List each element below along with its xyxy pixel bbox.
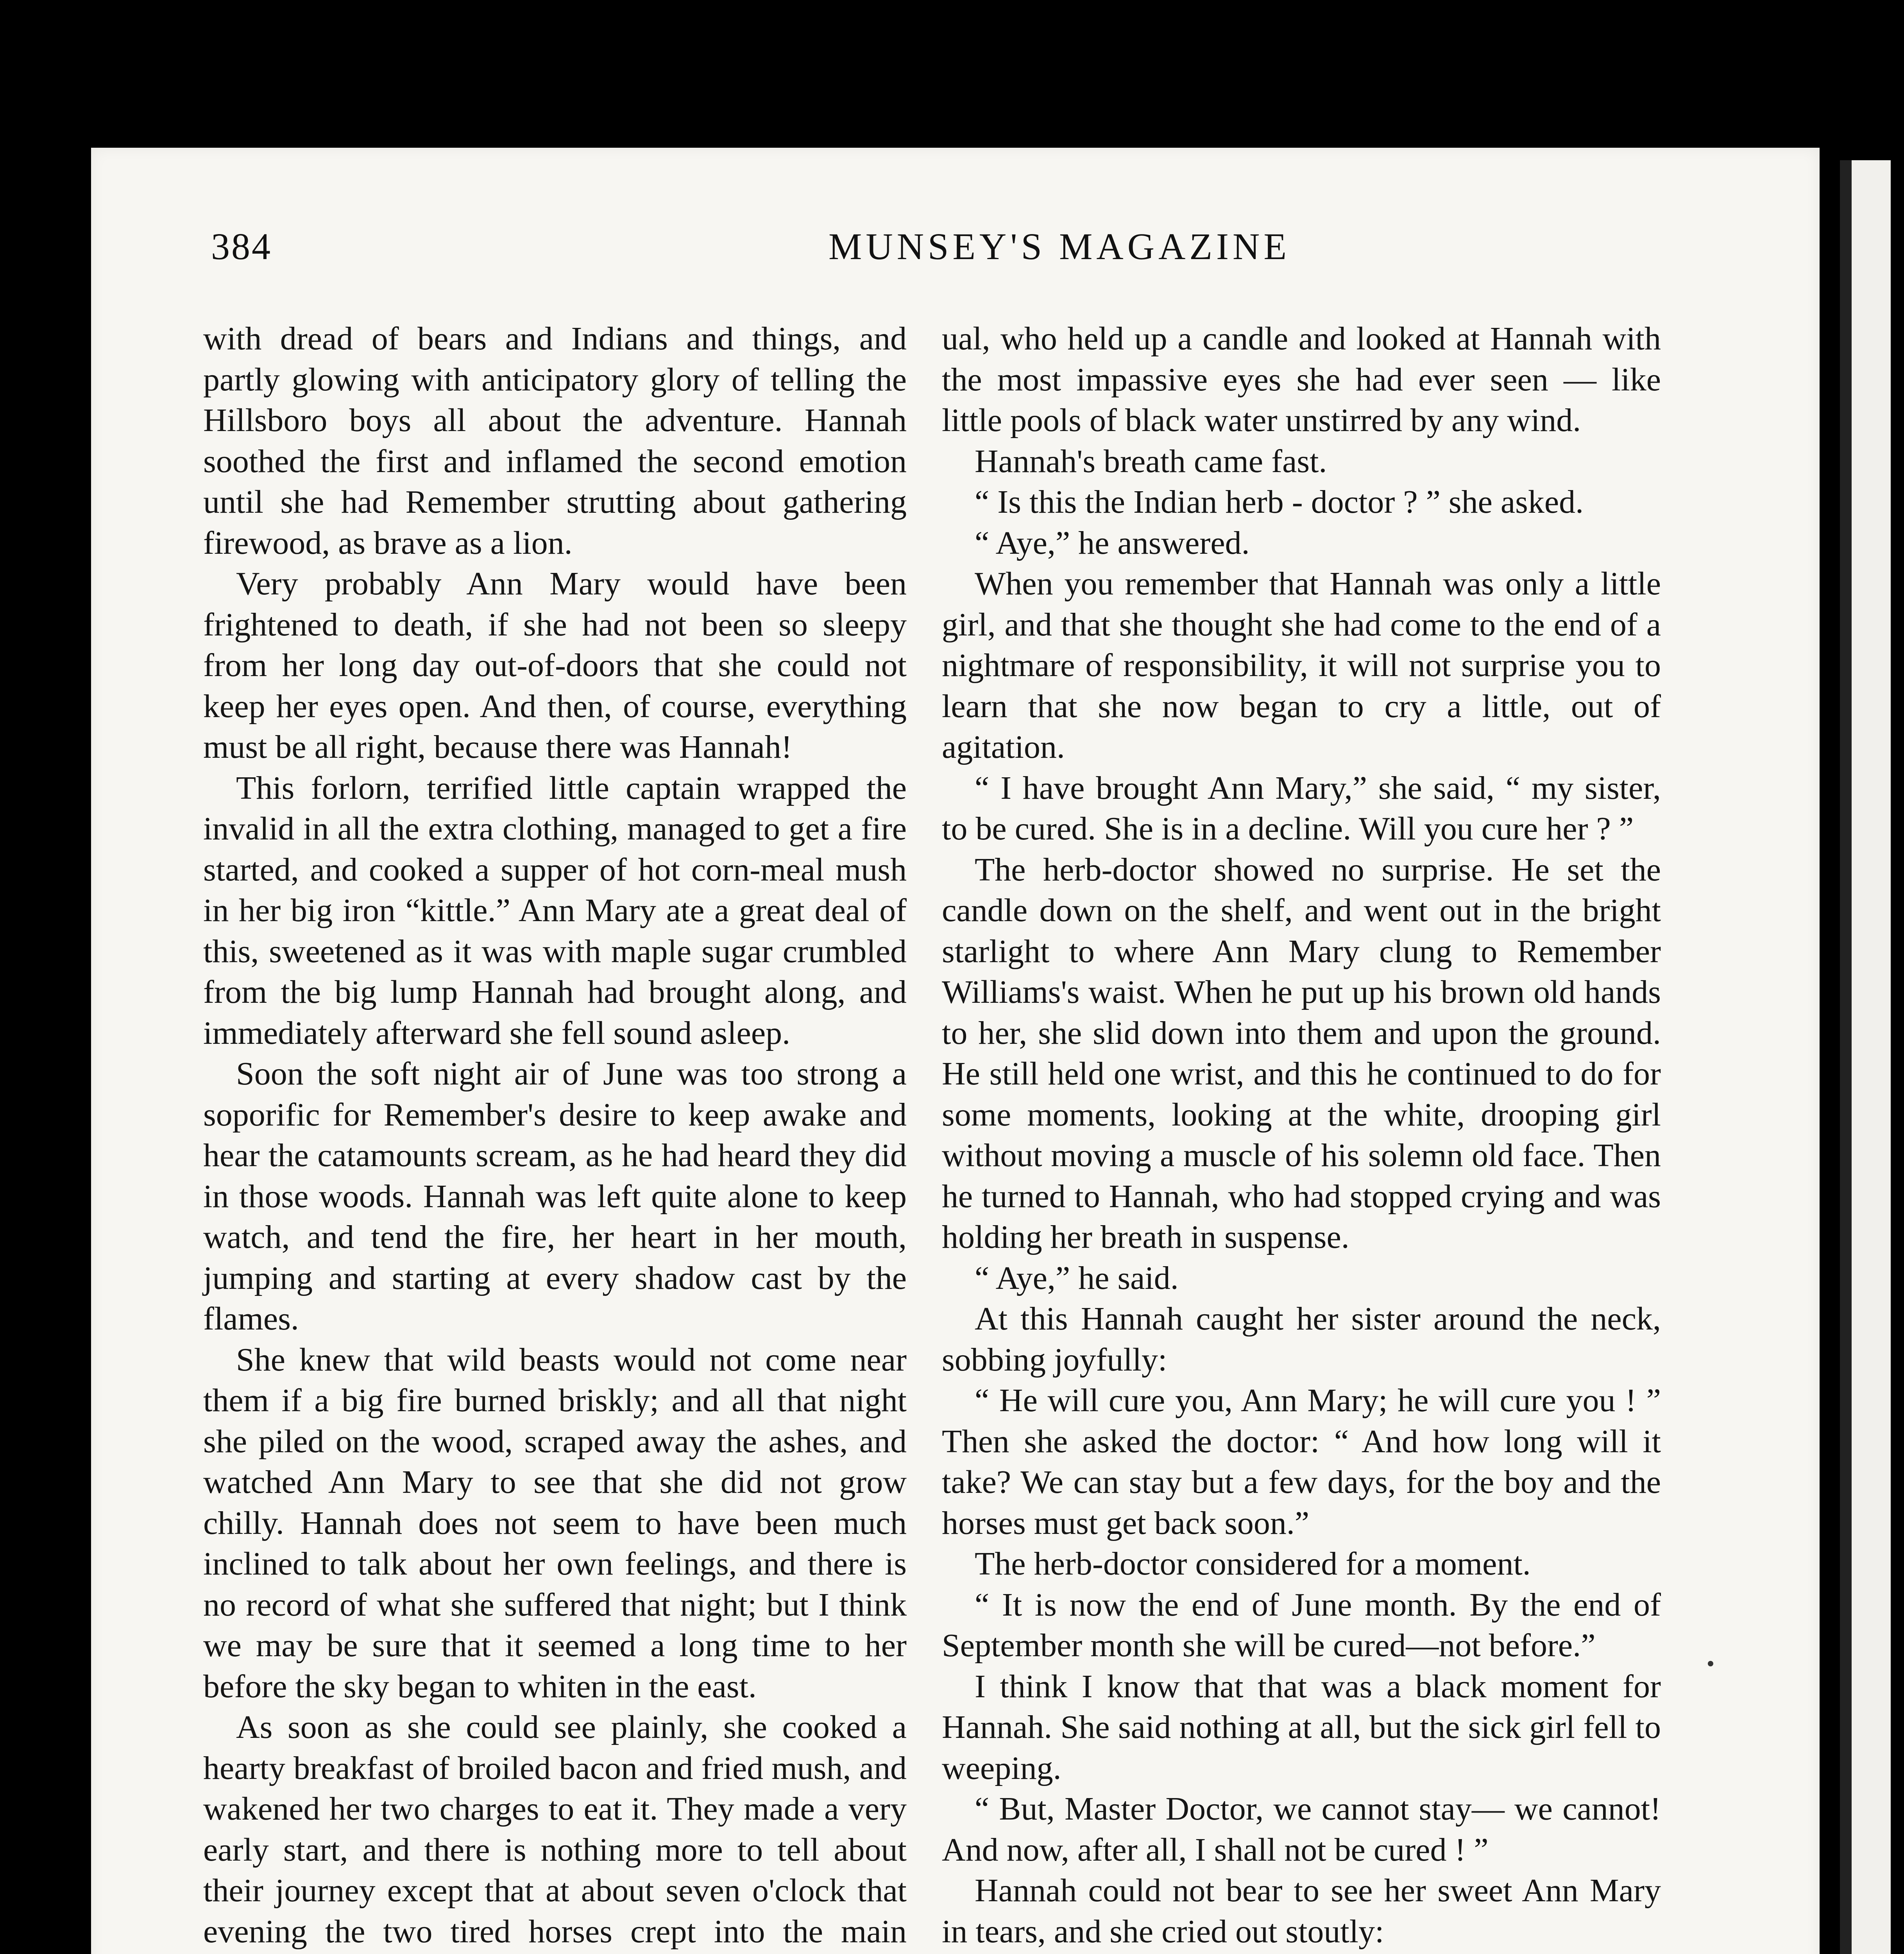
running-head: MUNSEY'S MAGAZINE: [829, 225, 1290, 267]
paragraph: Hannah's breath came fast.: [975, 443, 1327, 480]
paragraph: “ But, Master Doctor, we cannot stay— we cannot! And now, after all, I shall not be cured ! ”: [942, 1791, 1661, 1868]
page-header: [211, 225, 1673, 291]
paragraph: [942, 1952, 1661, 1954]
paragraph: “ Aye,” he answered.: [975, 524, 1250, 561]
paragraph: Very probably Ann Mary would have been frightened to death, if she had not been so sleepy from her long day out-of-doors that she could not keep her eyes open. And then, of course, everything must be all right, because there was Hannah!: [203, 565, 907, 765]
scan-speck: [1708, 1661, 1713, 1666]
paragraph: I think I know that that was a black moment for Hannah. She said nothing at all, but the sick girl fell to weeping.: [942, 1668, 1661, 1786]
paragraph: with dread of bears and Indians and things, and partly glowing with anticipatory glory of telling the Hillsboro boys all about the adventure. Hannah soothed the first and inflamed the second emotion until she had Remember strutting about gathering firewood, as brave as a lion.: [203, 320, 907, 561]
paragraph: “ He will cure you, Ann Mary; he will cure you ! ” Then she asked the doctor: “ And how long will it take? We can stay but a few days, for the boy and the horses must get back soon.”: [942, 1382, 1661, 1541]
paragraph: Soon the soft night air of June was too strong a soporific for Remember's desire to keep awake and hear the catamounts scream, as he had heard they did in those woods. Hannah was left quite alone to keep watch, and tend the fire, her heart in her mouth, jumping and starting at every shadow cast by the flames.: [203, 1056, 907, 1337]
paragraph: At this Hannah caught her sister around the neck, sobbing joyfully:: [942, 1301, 1661, 1378]
paragraph: “ Aye,” he said.: [975, 1260, 1179, 1296]
paragraph: The herb-doctor considered for a moment.: [975, 1546, 1531, 1582]
paragraph: “ Is this the Indian herb - doctor ? ” she asked.: [975, 484, 1584, 520]
paragraph: She knew that wild beasts would not come near them if a big fire burned briskly; and all that night she piled on the wood, scraped away the ashes, and watched Ann Mary to see that she did not grow chilly. Hannah does not seem to have been much inclined to talk about her own feelings, and there is no record of what she suffered that night; but I think we may be sure that it seemed a long time to her before the sky began to whiten in the east.: [203, 1341, 907, 1705]
next-page-edge: [1840, 160, 1891, 1954]
paragraph: The herb-doctor showed no surprise. He set the candle down on the shelf, and went out in the bright starlight to where Ann Mary clung to Remember Williams's waist. When he put up his brown old hands to her, she slid down into them and upon the ground. He still held one wrist, and this he continued to do for some moments, looking at the white, drooping girl without moving a muscle of his solemn old face. Then he turned to Hannah, who had stopped crying and was holding her breath in suspense.: [942, 851, 1661, 1255]
left-column: [203, 319, 907, 1954]
paragraph: Hannah could not bear to see her sweet Ann Mary in tears, and she cried out stoutly:: [942, 1872, 1661, 1950]
page-number: 384: [211, 225, 272, 267]
paragraph: This forlorn, terrified little captain wrapped the invalid in all the extra clothing, managed to get a fire started, and cooked a supper of hot corn-meal mush in her big iron “kittle.” Ann Mary ate a great deal of this, sweetened as it was with maple sugar crumbled from the big lump Hannah had brought along, and immediately afterward she fell sound asleep.: [203, 769, 907, 1051]
paragraph: When you remember that Hannah was only a little girl, and that she thought she had come to the end of a nightmare of responsibility, it will not surprise you to learn that she now began to cry a little, out of agitation.: [942, 565, 1661, 765]
paragraph: As soon as she could see plainly, she cooked a hearty breakfast of broiled bacon and fried mush, and wakened her two charges to eat it. They made a very early start, and there is nothing more to tell about their journey except that at about seven o'clock that evening the two tired horses crept into the main: [203, 1709, 907, 1950]
paragraph: “ It is now the end of June month. By the end of September month she will be cured—not before.”: [942, 1586, 1661, 1664]
paragraph: “ I have brought Ann Mary,” she said, “ my sister, to be cured. She is in a decline. Will you cure her ? ”: [942, 769, 1661, 847]
paragraph: ual, who held up a candle and looked at Hannah with the most impassive eyes she had ever seen — like little pools of black water unstirred by any wind.: [942, 320, 1661, 438]
right-column: [942, 319, 1661, 1954]
